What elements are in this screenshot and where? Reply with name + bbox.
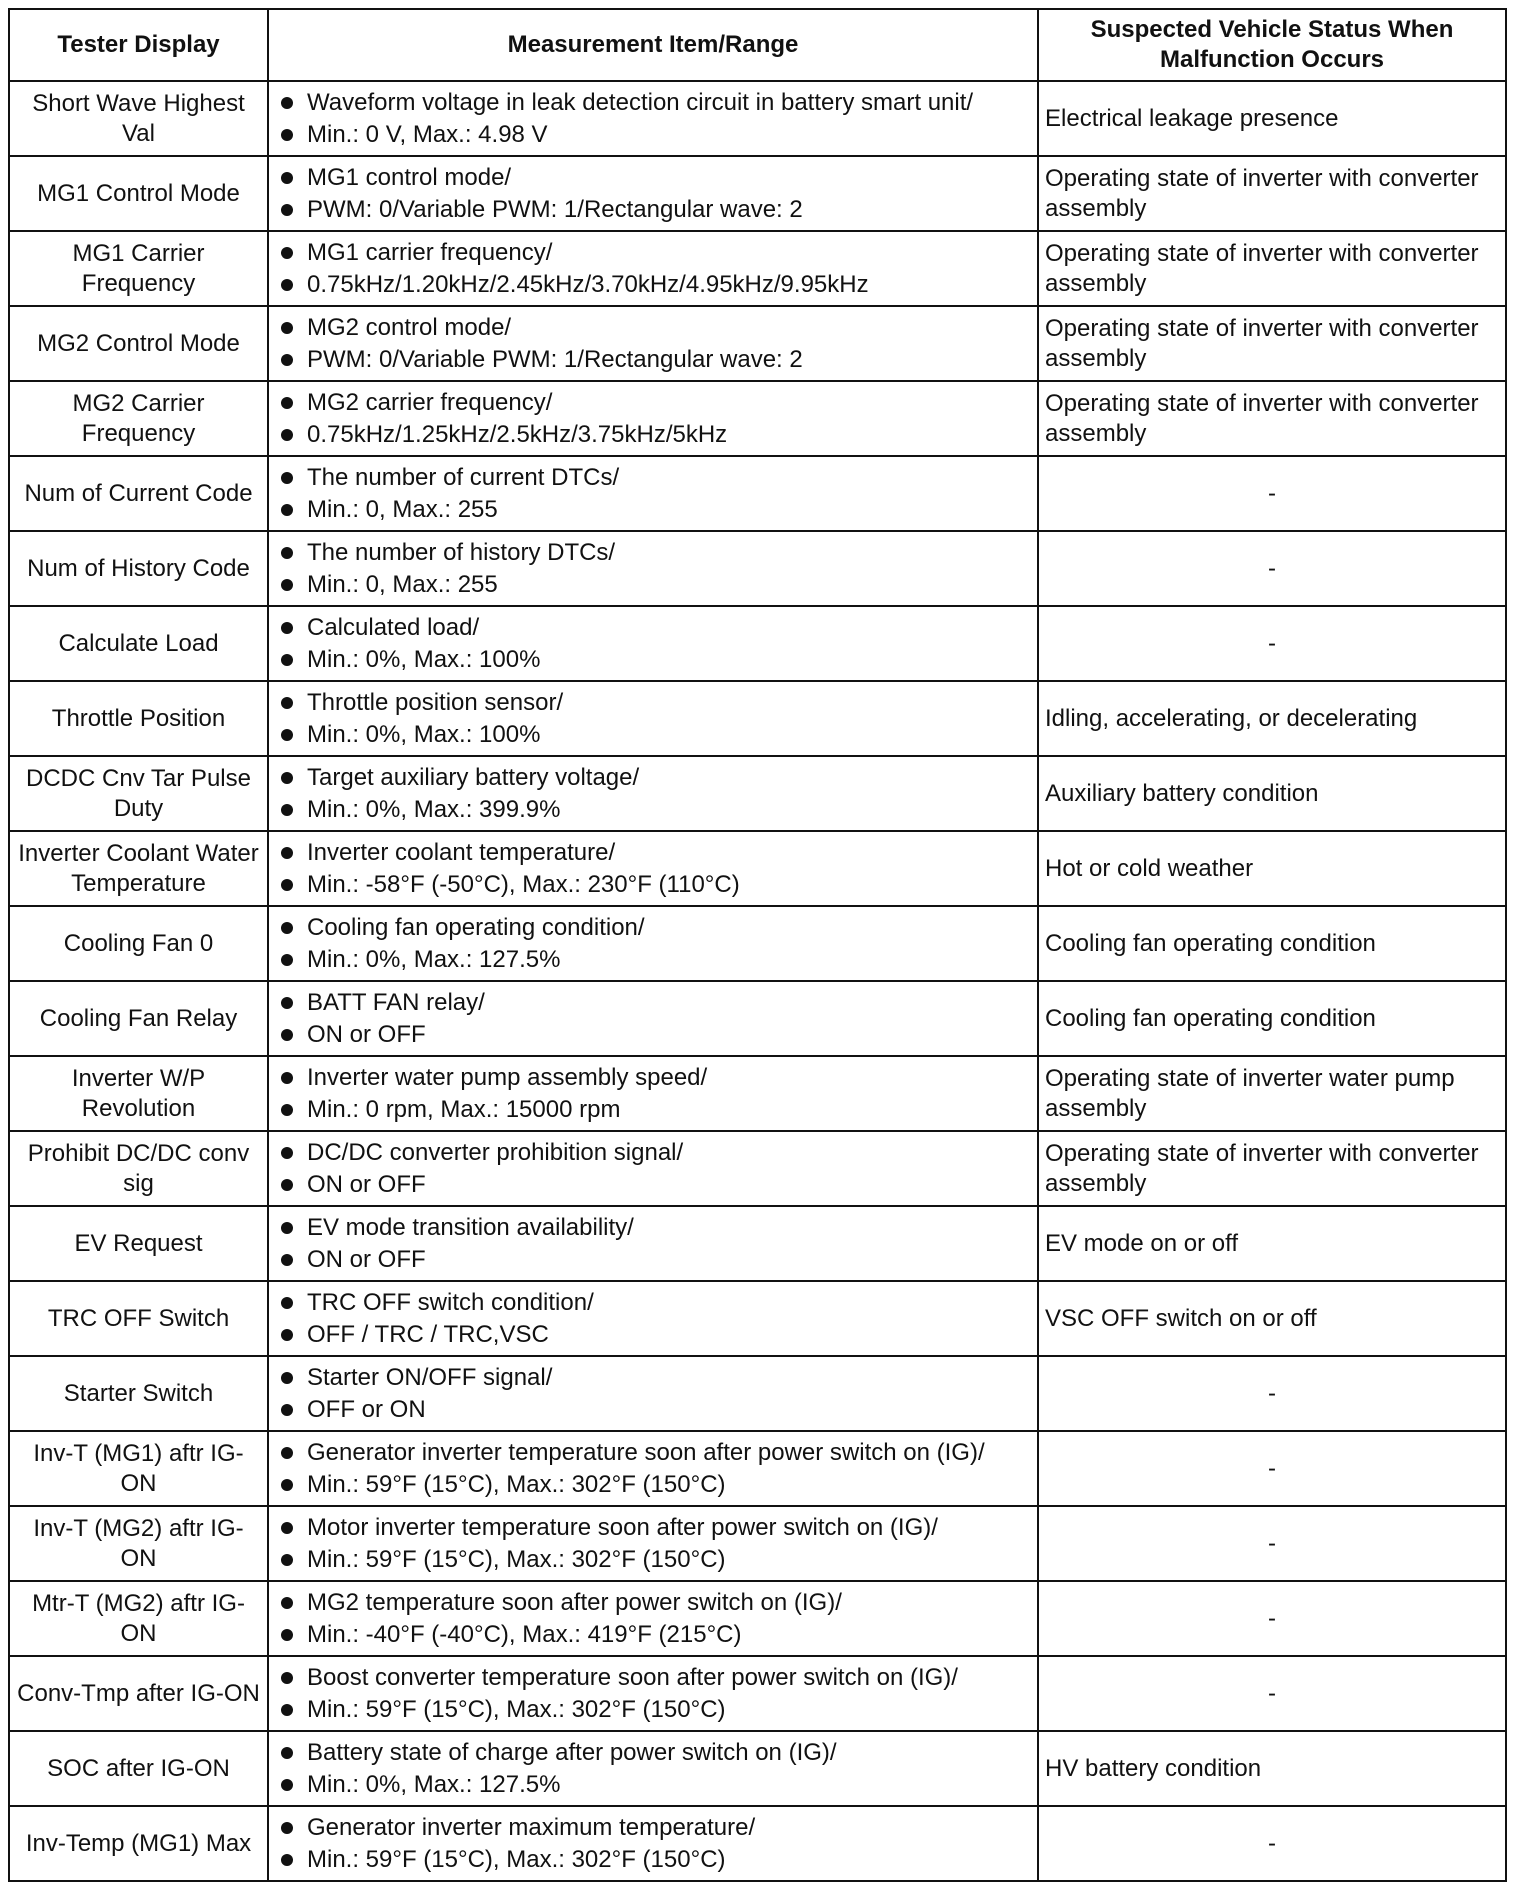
table-row <box>9 606 1506 681</box>
tester-display-cell: MG2 Carrier Frequency <box>9 381 268 456</box>
measurement-list <box>275 162 1031 226</box>
measurement-range: OFF / TRC / TRC,VSC <box>275 1319 1031 1351</box>
header-status: Suspected Vehicle Status When Malfunction Occurs <box>1038 9 1506 81</box>
measurement-list <box>275 1662 1031 1726</box>
measurement-list <box>275 987 1031 1051</box>
measurement-item: Throttle position sensor/ <box>275 687 1031 719</box>
measurement-cell <box>268 531 1038 606</box>
measurement-range: ON or OFF <box>275 1019 1031 1051</box>
measurement-list <box>275 1362 1031 1426</box>
status-cell: Cooling fan operating condition <box>1038 906 1506 981</box>
status-cell: - <box>1038 1506 1506 1581</box>
tester-display-cell: Throttle Position <box>9 681 268 756</box>
table-header-row <box>9 9 1506 81</box>
measurement-item: Cooling fan operating condition/ <box>275 912 1031 944</box>
status-cell: Idling, accelerating, or decelerating <box>1038 681 1506 756</box>
measurement-cell <box>268 831 1038 906</box>
status-cell: HV battery condition <box>1038 1731 1506 1806</box>
measurement-cell <box>268 1356 1038 1431</box>
tester-display-cell: Mtr-T (MG2) aftr IG-ON <box>9 1581 268 1656</box>
measurement-list <box>275 387 1031 451</box>
measurement-cell <box>268 906 1038 981</box>
tester-display-cell: MG1 Control Mode <box>9 156 268 231</box>
measurement-item: Starter ON/OFF signal/ <box>275 1362 1031 1394</box>
measurement-cell <box>268 1656 1038 1731</box>
table-row <box>9 381 1506 456</box>
measurement-range: Min.: 59°F (15°C), Max.: 302°F (150°C) <box>275 1844 1031 1876</box>
tester-display-cell: EV Request <box>9 1206 268 1281</box>
measurement-item: BATT FAN relay/ <box>275 987 1031 1019</box>
measurement-item: MG2 carrier frequency/ <box>275 387 1031 419</box>
measurement-range: OFF or ON <box>275 1394 1031 1426</box>
status-cell: - <box>1038 1356 1506 1431</box>
measurement-range: 0.75kHz/1.25kHz/2.5kHz/3.75kHz/5kHz <box>275 419 1031 451</box>
tester-display-cell: Inv-T (MG2) aftr IG-ON <box>9 1506 268 1581</box>
status-cell: - <box>1038 531 1506 606</box>
tester-display-cell: Num of Current Code <box>9 456 268 531</box>
table-row <box>9 531 1506 606</box>
measurement-range: Min.: 59°F (15°C), Max.: 302°F (150°C) <box>275 1469 1031 1501</box>
measurement-list <box>275 1212 1031 1276</box>
status-cell: Cooling fan operating condition <box>1038 981 1506 1056</box>
header-tester-display: Tester Display <box>9 9 268 81</box>
status-cell: - <box>1038 1656 1506 1731</box>
table-row <box>9 1206 1506 1281</box>
status-cell: - <box>1038 456 1506 531</box>
tester-display-cell: Conv-Tmp after IG-ON <box>9 1656 268 1731</box>
measurement-cell <box>268 1206 1038 1281</box>
measurement-item: Battery state of charge after power switch on (IG)/ <box>275 1737 1031 1769</box>
tester-display-cell: Prohibit DC/DC conv sig <box>9 1131 268 1206</box>
measurement-list <box>275 612 1031 676</box>
measurement-list <box>275 312 1031 376</box>
measurement-range: Min.: 0, Max.: 255 <box>275 494 1031 526</box>
measurement-item: Motor inverter temperature soon after power switch on (IG)/ <box>275 1512 1031 1544</box>
table-row <box>9 1431 1506 1506</box>
measurement-list <box>275 837 1031 901</box>
table-row <box>9 81 1506 156</box>
measurement-range: Min.: 0%, Max.: 127.5% <box>275 944 1031 976</box>
status-cell: - <box>1038 1806 1506 1881</box>
measurement-item: Generator inverter maximum temperature/ <box>275 1812 1031 1844</box>
status-cell: Electrical leakage presence <box>1038 81 1506 156</box>
measurement-list <box>275 1137 1031 1201</box>
table-row <box>9 1731 1506 1806</box>
status-cell: - <box>1038 1581 1506 1656</box>
measurement-list <box>275 1812 1031 1876</box>
measurement-cell <box>268 981 1038 1056</box>
status-cell: Operating state of inverter with converter assembly <box>1038 156 1506 231</box>
measurement-cell <box>268 681 1038 756</box>
tester-display-cell: Cooling Fan 0 <box>9 906 268 981</box>
measurement-cell <box>268 1056 1038 1131</box>
measurement-range: Min.: 59°F (15°C), Max.: 302°F (150°C) <box>275 1694 1031 1726</box>
measurement-item: Calculated load/ <box>275 612 1031 644</box>
table-row <box>9 231 1506 306</box>
measurement-list <box>275 762 1031 826</box>
measurement-range: Min.: 0%, Max.: 100% <box>275 719 1031 751</box>
table-row <box>9 1506 1506 1581</box>
measurement-item: Inverter water pump assembly speed/ <box>275 1062 1031 1094</box>
measurement-range: 0.75kHz/1.20kHz/2.45kHz/3.70kHz/4.95kHz/9.95kHz <box>275 269 1031 301</box>
tester-display-cell: Num of History Code <box>9 531 268 606</box>
measurement-list <box>275 87 1031 151</box>
document-page <box>8 8 1507 1882</box>
measurement-cell <box>268 756 1038 831</box>
table-row <box>9 456 1506 531</box>
measurement-list <box>275 1587 1031 1651</box>
status-cell: - <box>1038 606 1506 681</box>
status-cell: Operating state of inverter with converter assembly <box>1038 306 1506 381</box>
measurement-cell <box>268 306 1038 381</box>
table-row <box>9 306 1506 381</box>
measurement-item: The number of history DTCs/ <box>275 537 1031 569</box>
tester-display-cell: Cooling Fan Relay <box>9 981 268 1056</box>
status-cell: Operating state of inverter with converter assembly <box>1038 381 1506 456</box>
measurement-item: MG1 carrier frequency/ <box>275 237 1031 269</box>
tester-display-cell: Inverter Coolant Water Temperature <box>9 831 268 906</box>
measurement-list <box>275 687 1031 751</box>
measurement-list <box>275 1437 1031 1501</box>
measurement-range: PWM: 0/Variable PWM: 1/Rectangular wave: 2 <box>275 194 1031 226</box>
table-row <box>9 1356 1506 1431</box>
measurement-range: Min.: -40°F (-40°C), Max.: 419°F (215°C) <box>275 1619 1031 1651</box>
tester-display-cell: TRC OFF Switch <box>9 1281 268 1356</box>
measurement-range: Min.: 0%, Max.: 100% <box>275 644 1031 676</box>
measurement-cell <box>268 1506 1038 1581</box>
table-row <box>9 1581 1506 1656</box>
measurement-range: PWM: 0/Variable PWM: 1/Rectangular wave: 2 <box>275 344 1031 376</box>
measurement-range: Min.: 0%, Max.: 399.9% <box>275 794 1031 826</box>
measurement-list <box>275 1287 1031 1351</box>
header-measurement: Measurement Item/Range <box>268 9 1038 81</box>
table-row <box>9 981 1506 1056</box>
status-cell: Operating state of inverter with converter assembly <box>1038 231 1506 306</box>
status-cell: VSC OFF switch on or off <box>1038 1281 1506 1356</box>
measurement-range: Min.: 0 rpm, Max.: 15000 rpm <box>275 1094 1031 1126</box>
table-row <box>9 906 1506 981</box>
status-cell: Hot or cold weather <box>1038 831 1506 906</box>
measurement-cell <box>268 81 1038 156</box>
measurement-cell <box>268 381 1038 456</box>
measurement-item: TRC OFF switch condition/ <box>275 1287 1031 1319</box>
status-cell: Operating state of inverter water pump assembly <box>1038 1056 1506 1131</box>
measurement-list <box>275 1512 1031 1576</box>
measurement-range: Min.: 0%, Max.: 127.5% <box>275 1769 1031 1801</box>
measurement-list <box>275 237 1031 301</box>
table-row <box>9 756 1506 831</box>
measurement-item: MG2 temperature soon after power switch on (IG)/ <box>275 1587 1031 1619</box>
measurement-list <box>275 1737 1031 1801</box>
measurement-range: Min.: 0 V, Max.: 4.98 V <box>275 119 1031 151</box>
measurement-cell <box>268 1431 1038 1506</box>
tester-display-cell: Starter Switch <box>9 1356 268 1431</box>
tester-data-table <box>8 8 1507 1882</box>
measurement-range: ON or OFF <box>275 1169 1031 1201</box>
tester-display-cell: Calculate Load <box>9 606 268 681</box>
measurement-list <box>275 912 1031 976</box>
measurement-item: Inverter coolant temperature/ <box>275 837 1031 869</box>
measurement-range: Min.: 0, Max.: 255 <box>275 569 1031 601</box>
status-cell: Auxiliary battery condition <box>1038 756 1506 831</box>
measurement-cell <box>268 156 1038 231</box>
table-row <box>9 156 1506 231</box>
tester-display-cell: Short Wave Highest Val <box>9 81 268 156</box>
measurement-list <box>275 1062 1031 1126</box>
status-cell: - <box>1038 1431 1506 1506</box>
status-cell: Operating state of inverter with converter assembly <box>1038 1131 1506 1206</box>
tester-display-cell: SOC after IG-ON <box>9 1731 268 1806</box>
measurement-range: Min.: -58°F (-50°C), Max.: 230°F (110°C) <box>275 869 1031 901</box>
measurement-cell <box>268 1281 1038 1356</box>
measurement-cell <box>268 1581 1038 1656</box>
tester-display-cell: MG1 Carrier Frequency <box>9 231 268 306</box>
table-row <box>9 681 1506 756</box>
measurement-item: Boost converter temperature soon after power switch on (IG)/ <box>275 1662 1031 1694</box>
table-row <box>9 1806 1506 1881</box>
measurement-cell <box>268 1806 1038 1881</box>
table-row <box>9 1056 1506 1131</box>
measurement-list <box>275 537 1031 601</box>
tester-display-cell: Inverter W/P Revolution <box>9 1056 268 1131</box>
status-cell: EV mode on or off <box>1038 1206 1506 1281</box>
tester-display-cell: Inv-T (MG1) aftr IG-ON <box>9 1431 268 1506</box>
table-body <box>9 81 1506 1881</box>
measurement-range: Min.: 59°F (15°C), Max.: 302°F (150°C) <box>275 1544 1031 1576</box>
measurement-cell <box>268 456 1038 531</box>
measurement-cell <box>268 606 1038 681</box>
measurement-range: ON or OFF <box>275 1244 1031 1276</box>
table-row <box>9 1281 1506 1356</box>
measurement-item: MG1 control mode/ <box>275 162 1031 194</box>
measurement-item: EV mode transition availability/ <box>275 1212 1031 1244</box>
measurement-item: Generator inverter temperature soon after power switch on (IG)/ <box>275 1437 1031 1469</box>
tester-display-cell: DCDC Cnv Tar Pulse Duty <box>9 756 268 831</box>
table-row <box>9 1656 1506 1731</box>
measurement-cell <box>268 1131 1038 1206</box>
measurement-item: DC/DC converter prohibition signal/ <box>275 1137 1031 1169</box>
measurement-cell <box>268 1731 1038 1806</box>
table-row <box>9 1131 1506 1206</box>
tester-display-cell: MG2 Control Mode <box>9 306 268 381</box>
measurement-item: Target auxiliary battery voltage/ <box>275 762 1031 794</box>
measurement-cell <box>268 231 1038 306</box>
measurement-list <box>275 462 1031 526</box>
measurement-item: MG2 control mode/ <box>275 312 1031 344</box>
tester-display-cell: Inv-Temp (MG1) Max <box>9 1806 268 1881</box>
table-row <box>9 831 1506 906</box>
measurement-item: Waveform voltage in leak detection circuit in battery smart unit/ <box>275 87 1031 119</box>
measurement-item: The number of current DTCs/ <box>275 462 1031 494</box>
